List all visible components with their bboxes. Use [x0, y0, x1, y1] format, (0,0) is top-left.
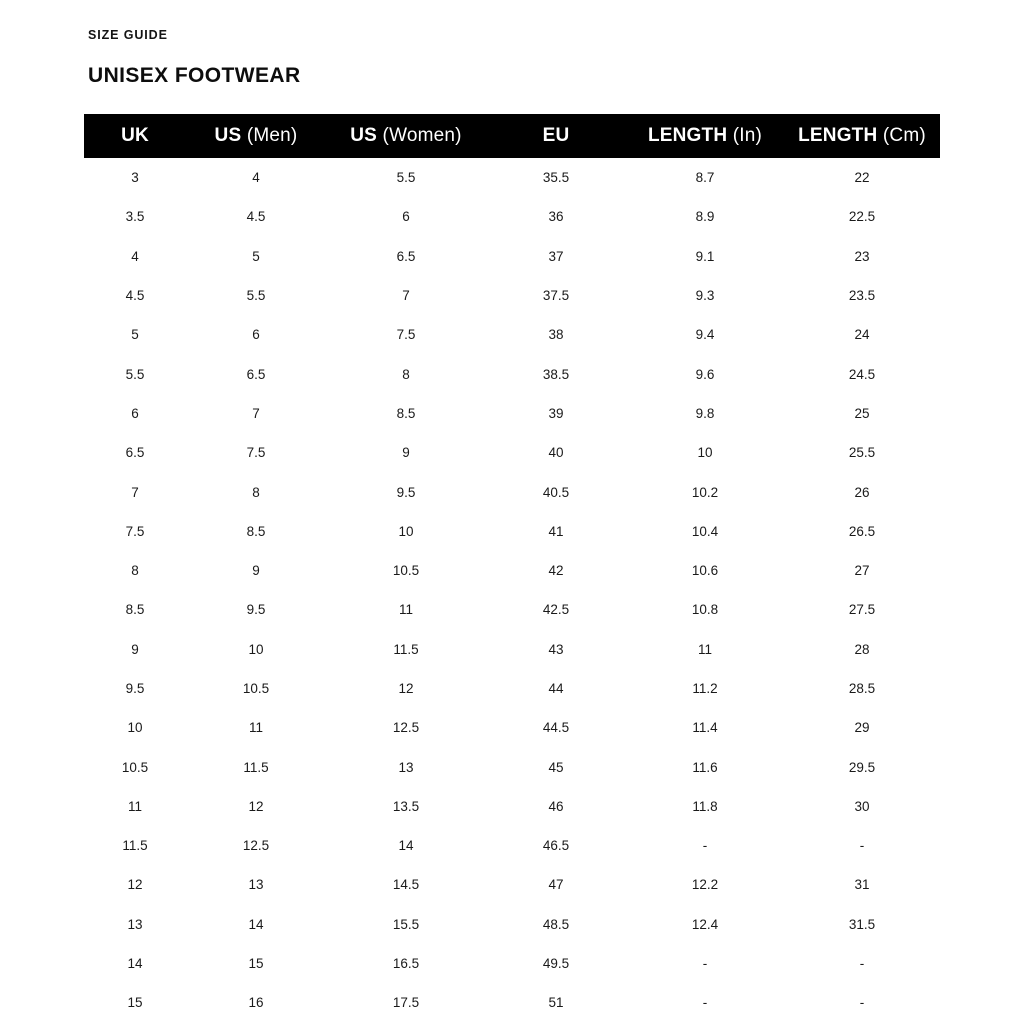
table-cell: 46 [548, 798, 564, 814]
table-row [84, 237, 940, 276]
table-cell: 37.5 [542, 288, 570, 304]
table-cell: 8.5 [246, 523, 266, 539]
table-cell: 5 [252, 248, 260, 264]
table-cell: 6 [131, 405, 139, 421]
table-cell: 9 [402, 445, 410, 461]
table-cell: 23.5 [848, 288, 876, 304]
table-cell: 23 [854, 248, 870, 264]
table-cell: 12.5 [242, 838, 270, 854]
table-row [84, 905, 940, 944]
table-cell: 7.5 [125, 523, 145, 539]
table-cell: 5.5 [396, 170, 416, 186]
table-cell: 46.5 [542, 838, 570, 854]
table-cell: 43 [548, 641, 564, 657]
table-cell: 16 [248, 995, 264, 1011]
column-header-qualifier: (In) [727, 125, 763, 146]
table-cell: - [702, 956, 708, 972]
table-cell: 7 [131, 484, 139, 500]
table-cell: 10 [697, 445, 713, 461]
column-header-1 [186, 114, 326, 158]
column-header-0 [84, 114, 186, 158]
table-cell: 9.4 [695, 327, 715, 343]
table-cell: - [859, 995, 865, 1011]
column-header-main: EU [542, 125, 570, 146]
table-cell: 9.3 [695, 288, 715, 304]
table-row [84, 197, 940, 236]
table-cell: 8.7 [695, 170, 715, 186]
table-cell: 9.5 [246, 602, 266, 618]
table-cell: 11 [697, 641, 712, 657]
table-cell: 15 [127, 995, 143, 1011]
table-row [84, 276, 940, 315]
table-cell: 5.5 [246, 288, 266, 304]
table-cell: 3.5 [125, 209, 145, 225]
table-cell: 11 [248, 720, 263, 736]
table-cell: 9 [131, 641, 139, 657]
table-row [84, 708, 940, 747]
table-cell: 14 [127, 956, 143, 972]
table-cell: 7.5 [396, 327, 416, 343]
table-cell: 4 [131, 248, 139, 264]
table-row [84, 630, 940, 669]
table-cell: 27 [854, 563, 870, 579]
table-cell: 10 [127, 720, 143, 736]
table-cell: 38.5 [542, 366, 570, 382]
table-cell: 12 [127, 877, 143, 893]
column-header-2 [326, 114, 486, 158]
column-header-qualifier: (Cm) [877, 125, 926, 146]
table-cell: 7 [402, 288, 410, 304]
table-cell: 9.5 [396, 484, 416, 500]
table-row [84, 315, 940, 354]
table-cell: - [702, 838, 708, 854]
table-cell: 44.5 [542, 720, 570, 736]
table-row [84, 590, 940, 629]
table-cell: 29.5 [848, 759, 876, 775]
table-cell: 11.4 [692, 720, 718, 736]
table-cell: 12.4 [691, 916, 719, 932]
column-header-3 [486, 114, 626, 158]
table-cell: 7.5 [246, 445, 266, 461]
table-cell: 9.5 [125, 681, 145, 696]
table-cell: 3 [131, 170, 139, 186]
column-header-main: UK [121, 125, 149, 146]
table-cell: 8.5 [125, 602, 145, 618]
column-header-5 [784, 114, 940, 158]
table-row [84, 826, 940, 865]
table-cell: 27.5 [848, 602, 876, 618]
table-cell: 4 [252, 170, 260, 186]
table-cell: 47 [548, 877, 564, 893]
table-cell: 10.8 [691, 602, 719, 618]
table-header [84, 114, 940, 158]
table-cell: 42.5 [542, 602, 570, 618]
table-cell: 13 [398, 759, 414, 775]
table-cell: 38 [548, 327, 564, 343]
table-cell: 10.4 [691, 523, 719, 539]
table-cell: 10.2 [691, 484, 719, 500]
column-header-main: LENGTH [647, 125, 728, 146]
table-cell: 10 [398, 523, 414, 539]
column-header-qualifier: (Women) [377, 125, 462, 146]
table-cell: 8 [252, 484, 260, 500]
table-body [84, 158, 940, 1023]
table-cell: 6.5 [396, 248, 416, 264]
eyebrow-label: SIZE GUIDE [88, 28, 168, 42]
table-cell: 30 [854, 798, 870, 814]
table-cell: 11.5 [243, 759, 269, 775]
table-cell: 7 [252, 405, 260, 421]
table-cell: 12 [248, 798, 264, 814]
table-cell: 24.5 [848, 366, 876, 382]
table-cell: 9.1 [695, 248, 715, 264]
table-cell: 6.5 [125, 445, 145, 461]
table-cell: 11 [398, 602, 413, 618]
table-cell: 14.5 [392, 877, 420, 893]
table-cell: 29 [854, 720, 870, 736]
table-cell: 40 [548, 445, 564, 461]
table-cell: 11 [127, 798, 142, 814]
table-cell: 49.5 [542, 956, 570, 972]
table-cell: 11.8 [692, 798, 718, 814]
table-cell: 8 [131, 563, 139, 579]
table-row [84, 983, 940, 1022]
table-row [84, 747, 940, 786]
table-cell: 28.5 [848, 681, 876, 696]
table-cell: 14 [398, 838, 414, 854]
table-cell: 16.5 [392, 956, 420, 972]
table-cell: 8.9 [695, 209, 715, 225]
table-cell: 25 [854, 405, 870, 421]
table-cell: 4.5 [125, 288, 145, 304]
table-row [84, 669, 940, 708]
page-title: UNISEX FOOTWEAR [88, 64, 301, 87]
table-cell: 25.5 [848, 445, 876, 461]
table-cell: 10.5 [392, 563, 420, 579]
table-cell: - [702, 995, 708, 1011]
table-row [84, 865, 940, 904]
table-cell: 44 [548, 681, 564, 696]
table-cell: 37 [548, 248, 564, 264]
table-cell: 51 [548, 995, 564, 1011]
table-row [84, 394, 940, 433]
table-cell: 11.6 [692, 759, 718, 775]
table-cell: 12.5 [392, 720, 420, 736]
table-cell: 36 [548, 209, 564, 225]
table-cell: 48.5 [542, 916, 570, 932]
table-cell: 10.5 [242, 681, 270, 696]
table-cell: 28 [854, 641, 870, 657]
table-row [84, 354, 940, 393]
table-cell: 11.5 [122, 838, 148, 854]
table-cell: 41 [548, 523, 564, 539]
table-cell: 5 [131, 327, 139, 343]
table-cell: 35.5 [542, 170, 570, 186]
column-header-main: US [214, 125, 242, 146]
table-row [84, 158, 940, 197]
table-row [84, 787, 940, 826]
table-cell: 15 [248, 956, 264, 972]
size-chart-table [84, 114, 940, 1023]
table-cell: 9.6 [695, 366, 715, 382]
table-cell: 26 [854, 484, 870, 500]
table-cell: 10.5 [121, 759, 149, 775]
table-cell: 6.5 [246, 366, 266, 382]
size-table-container [84, 114, 940, 1023]
table-cell: 9 [252, 563, 260, 579]
table-cell: 8.5 [396, 405, 416, 421]
table-cell: 13 [248, 877, 264, 893]
table-row [84, 472, 940, 511]
table-cell: 40.5 [542, 484, 570, 500]
table-cell: 8 [402, 366, 410, 382]
column-header-qualifier: (Men) [241, 125, 298, 146]
table-cell: 12 [398, 681, 414, 696]
table-cell: 45 [548, 759, 564, 775]
column-header-main: US [350, 125, 378, 146]
table-cell: 13 [127, 916, 143, 932]
column-header-main: LENGTH [798, 125, 878, 146]
table-cell: 26.5 [848, 523, 876, 539]
table-cell: 11.5 [393, 641, 419, 657]
table-cell: - [859, 838, 865, 854]
table-cell: - [859, 956, 865, 972]
table-cell: 10.6 [691, 563, 719, 579]
table-cell: 31.5 [848, 916, 876, 932]
table-cell: 31 [854, 877, 870, 893]
table-row [84, 512, 940, 551]
table-cell: 42 [548, 563, 564, 579]
table-cell: 12.2 [691, 877, 719, 893]
table-cell: 6 [402, 209, 410, 225]
table-cell: 11.2 [692, 681, 718, 696]
table-cell: 15.5 [392, 916, 420, 932]
table-cell: 5.5 [125, 366, 145, 382]
table-cell: 22.5 [848, 209, 876, 225]
table-row [84, 944, 940, 983]
table-cell: 10 [248, 641, 264, 657]
table-cell: 9.8 [695, 405, 715, 421]
table-cell: 39 [548, 405, 564, 421]
table-cell: 24 [854, 327, 870, 343]
table-cell: 17.5 [392, 995, 420, 1011]
table-cell: 14 [248, 916, 264, 932]
table-cell: 6 [252, 327, 260, 343]
column-header-4 [626, 114, 784, 158]
table-row [84, 433, 940, 472]
table-cell: 13.5 [392, 798, 420, 814]
table-cell: 4.5 [246, 209, 266, 225]
table-header-row [84, 114, 940, 158]
table-cell: 22 [854, 170, 870, 186]
table-row [84, 551, 940, 590]
